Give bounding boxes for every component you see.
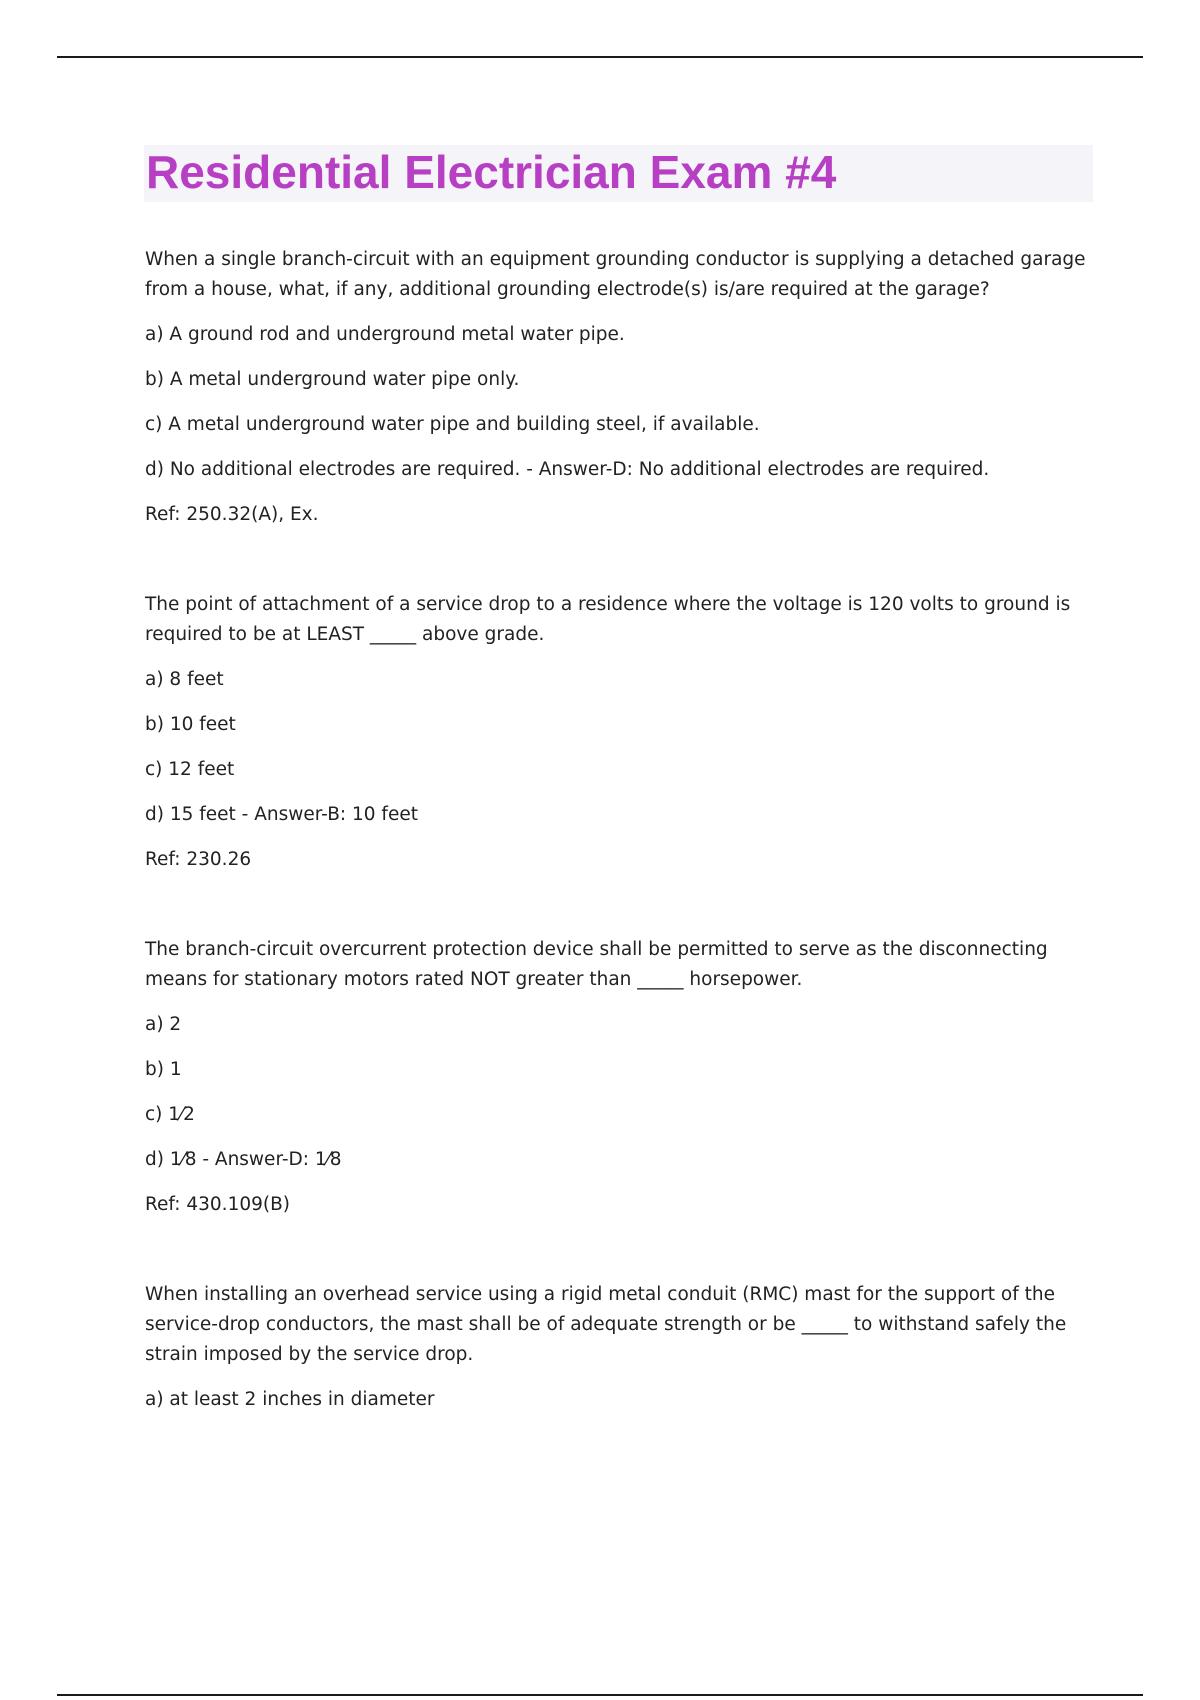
answer-option: a) 2 [145,1014,182,1035]
answer-option-with-key: d) No additional electrodes are required. - Answer-D: No additional electrodes are required. [145,459,990,480]
question-block-4 [145,1280,1095,1415]
question-block-2 [145,590,1095,875]
reference: Ref: 230.26 [145,849,252,870]
answer-option: c) A metal underground water pipe and building steel, if available. [145,414,760,435]
question-text: The branch-circuit overcurrent protection device shall be permitted to serve as the disconnecting means for stationary motors rated NOT greater than _____ horsepower. [145,939,1048,990]
answer-option-with-key: d) 15 feet - Answer-B: 10 feet [145,804,418,825]
question-block-3 [145,935,1095,1220]
page-title: Residential Electrician Exam #4 [146,146,837,198]
answer-option: b) 1 [145,1059,182,1080]
reference: Ref: 250.32(A), Ex. [145,504,319,525]
question-text: The point of attachment of a service drop to a residence where the voltage is 120 volts to ground is required to be at LEAST _____ above grade. [145,594,1071,645]
question-block-1 [145,245,1095,530]
question-text: When a single branch-circuit with an equipment grounding conductor is supplying a detached garage from a house, what, if any, additional grounding electrode(s) is/are required at the garage? [145,249,1086,300]
answer-option: b) 10 feet [145,714,236,735]
top-rule [57,56,1143,58]
answer-option: b) A metal underground water pipe only. [145,369,520,390]
answer-option: c) 12 feet [145,759,235,780]
question-list [145,245,1095,1415]
answer-option: a) A ground rod and underground metal water pipe. [145,324,625,345]
answer-option: c) 1⁄2 [145,1104,195,1125]
answer-option: a) 8 feet [145,669,224,690]
question-text: When installing an overhead service using a rigid metal conduit (RMC) mast for the support of the service-drop conductors, the mast shall be of adequate strength or be _____ to withstand safely the strain imposed by the service drop. [145,1284,1067,1365]
answer-option-with-key: d) 1⁄8 - Answer-D: 1⁄8 [145,1149,342,1170]
answer-option: a) at least 2 inches in diameter [145,1389,435,1410]
bottom-rule [57,1694,1143,1696]
reference: Ref: 430.109(B) [145,1194,291,1215]
